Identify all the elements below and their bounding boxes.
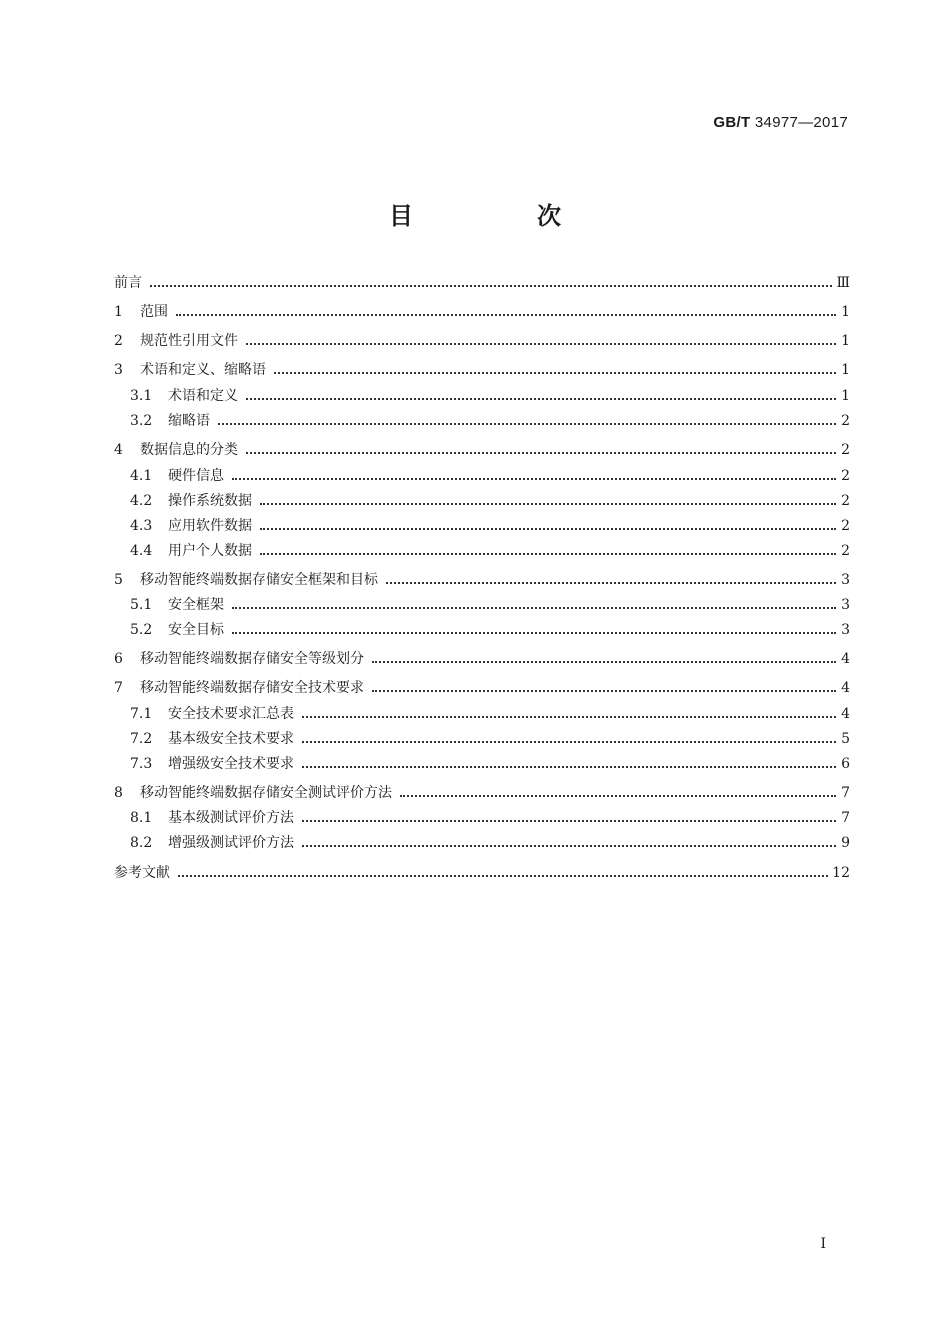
toc-entry-label: 基本级测试评价方法 (168, 810, 294, 826)
toc-entry-page: 2 (841, 468, 850, 484)
toc-entry-label: 增强级测试评价方法 (168, 835, 294, 851)
dot-leader (302, 728, 836, 750)
toc-entry-label: 规范性引用文件 (140, 333, 238, 349)
toc-entry-label: 范围 (140, 304, 168, 320)
dot-leader (150, 272, 832, 294)
toc-entry-number: 4.4 (130, 543, 153, 559)
toc-entry-page: 3 (841, 572, 850, 588)
toc-entry-number: 4.1 (130, 468, 153, 484)
toc-entry-label: 安全框架 (168, 597, 224, 613)
toc-entry-label: 前言 (114, 275, 142, 291)
toc-entry[interactable] (130, 410, 850, 432)
dot-leader (302, 753, 836, 775)
dot-leader (302, 703, 836, 725)
toc-entry[interactable] (114, 301, 850, 323)
toc-entry-page: 1 (841, 362, 850, 378)
toc-entry-label: 参考文献 (114, 865, 170, 881)
toc-entry-page: Ⅲ (836, 275, 850, 291)
toc-entry-page: 2 (841, 493, 850, 509)
toc-entry-number: 5.2 (130, 622, 153, 638)
toc-entry-number: 7.2 (130, 731, 153, 747)
standard-code-number: 34977—2017 (754, 114, 848, 131)
toc-entry-number: 4.3 (130, 518, 153, 534)
toc-entry-page: 4 (841, 680, 850, 696)
toc-entry-number: 7.1 (130, 706, 153, 722)
toc-entry-label: 移动智能终端数据存储安全技术要求 (140, 680, 364, 696)
toc-entry-number: 2 (114, 333, 123, 349)
toc-entry-page: 1 (841, 333, 850, 349)
toc-entry[interactable] (130, 832, 850, 854)
toc-entry[interactable] (130, 515, 850, 537)
toc-entry-number: 5.1 (130, 597, 153, 613)
toc-entry[interactable] (130, 807, 850, 829)
toc-entry-label: 缩略语 (168, 413, 210, 429)
toc-entry-label: 安全目标 (168, 622, 224, 638)
toc-entry[interactable] (114, 330, 850, 352)
toc-entry-label: 应用软件数据 (168, 518, 252, 534)
dot-leader (232, 594, 836, 616)
toc-entry-number: 7 (114, 680, 123, 696)
dot-leader (260, 515, 836, 537)
toc-entry-label: 数据信息的分类 (140, 442, 238, 458)
toc-entry[interactable] (130, 728, 850, 750)
toc-entry-page: 1 (841, 388, 850, 404)
dot-leader (176, 301, 836, 323)
toc-entry-page: 3 (841, 622, 850, 638)
toc-entry-page: 1 (841, 304, 850, 320)
toc-entry[interactable] (130, 540, 850, 562)
dot-leader (260, 490, 836, 512)
toc-entry[interactable] (130, 385, 850, 407)
toc-entry[interactable] (114, 272, 850, 294)
dot-leader (232, 619, 836, 641)
dot-leader (232, 465, 836, 487)
toc-entry-label: 移动智能终端数据存储安全测试评价方法 (140, 785, 392, 801)
toc-entry-label: 术语和定义 (168, 388, 238, 404)
toc-entry-page: 3 (841, 597, 850, 613)
toc-entry-number: 3.2 (130, 413, 153, 429)
page-title: 目 次 (389, 202, 611, 230)
toc-entry-label: 硬件信息 (168, 468, 224, 484)
toc-entry-number: 8 (114, 785, 123, 801)
dot-leader (372, 677, 836, 699)
toc-entry-number: 5 (114, 572, 123, 588)
toc-entry[interactable] (130, 619, 850, 641)
toc-entry-number: 1 (114, 304, 123, 320)
toc-entry-page: 2 (841, 543, 850, 559)
dot-leader (274, 359, 836, 381)
dot-leader (246, 385, 836, 407)
dot-leader (372, 648, 836, 670)
toc-entry[interactable] (114, 782, 850, 804)
toc-entry-number: 3 (114, 362, 123, 378)
toc-entry-label: 术语和定义、缩略语 (140, 362, 266, 378)
toc-entry-page: 7 (841, 785, 850, 801)
toc-entry-number: 8.2 (130, 835, 153, 851)
dot-leader (302, 807, 836, 829)
toc-entry[interactable] (130, 753, 850, 775)
toc-entry-label: 增强级安全技术要求 (168, 756, 294, 772)
toc-entry-number: 7.3 (130, 756, 153, 772)
toc-entry-number: 6 (114, 651, 123, 667)
toc-entry-label: 用户个人数据 (168, 543, 252, 559)
toc-entry[interactable] (114, 862, 850, 884)
toc-entry-page: 2 (841, 518, 850, 534)
dot-leader (260, 540, 836, 562)
toc-entry-page: 4 (841, 706, 850, 722)
dot-leader (302, 832, 836, 854)
dot-leader (218, 410, 836, 432)
toc-entry[interactable] (114, 677, 850, 699)
toc-entry[interactable] (130, 594, 850, 616)
toc-entry-label: 基本级安全技术要求 (168, 731, 294, 747)
toc-entry-page: 2 (841, 442, 850, 458)
toc-entry-page: 2 (841, 413, 850, 429)
toc-entry-page: 12 (832, 865, 850, 881)
standard-code-prefix: GB/T (713, 114, 751, 131)
toc-entry-page: 7 (841, 810, 850, 826)
dot-leader (400, 782, 836, 804)
toc-entry-label: 移动智能终端数据存储安全等级划分 (140, 651, 364, 667)
toc-entry[interactable] (114, 439, 850, 461)
toc-entry-number: 4 (114, 442, 123, 458)
dot-leader (386, 569, 836, 591)
toc-entry[interactable] (130, 490, 850, 512)
toc-entry[interactable] (114, 648, 850, 670)
toc-entry-number: 4.2 (130, 493, 153, 509)
toc-entry-page: 5 (841, 731, 850, 747)
toc-entry[interactable] (114, 569, 850, 591)
toc-entry-label: 安全技术要求汇总表 (168, 706, 294, 722)
toc-entry[interactable] (130, 703, 850, 725)
page-number: Ⅰ (820, 1236, 826, 1252)
dot-leader (178, 862, 828, 884)
toc-entry[interactable] (114, 359, 850, 381)
toc-entry-page: 6 (841, 756, 850, 772)
dot-leader (246, 330, 836, 352)
toc-entry-label: 移动智能终端数据存储安全框架和目标 (140, 572, 378, 588)
toc-entry-page: 4 (841, 651, 850, 667)
toc-entry-page: 9 (841, 835, 850, 851)
standard-code (713, 114, 848, 131)
toc-entry-number: 8.1 (130, 810, 153, 826)
dot-leader (246, 439, 836, 461)
toc-entry-number: 3.1 (130, 388, 153, 404)
toc-entry[interactable] (130, 465, 850, 487)
toc-entry-label: 操作系统数据 (168, 493, 252, 509)
